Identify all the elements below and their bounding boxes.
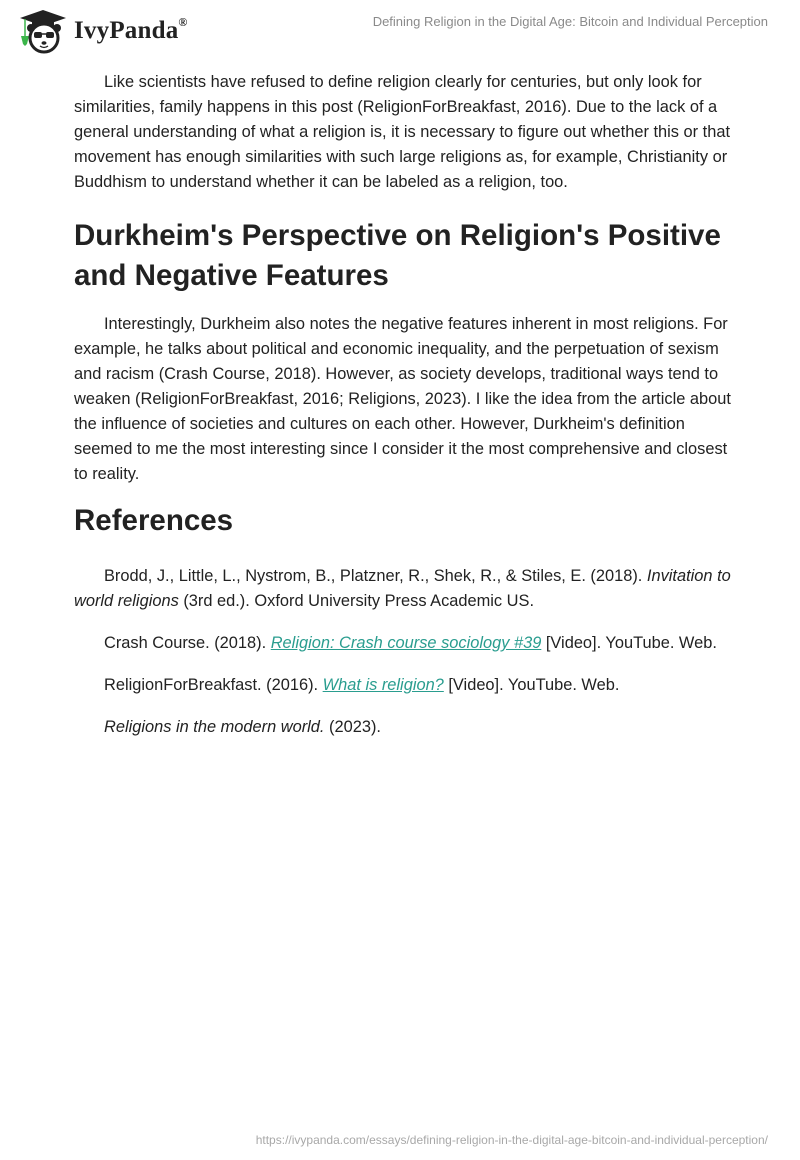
reference-item: Brodd, J., Little, L., Nystrom, B., Platzner, R., Shek, R., & Stiles, E. (2018). Invitation to world religions (3rd ed.). Oxford University Press Academic US. — [74, 567, 731, 610]
crash-course-video-link[interactable]: Religion: Crash course sociology #39 — [270, 634, 542, 652]
intro-paragraph: Like scientists have refused to define religion clearly for centuries, but only look for similarities, family happens in this post (ReligionForBreakfast, 2016). Due to the lack of a general understanding of what a religion is, it is necessary to figure out whether this or that movement has enough similarities with such large religions as, for example, Christianity or Buddhism to understand whether it can be labeled as a religion, too. — [74, 73, 730, 191]
reference-item: ReligionForBreakfast. (2016). What is religion? [Video]. YouTube. Web. — [104, 676, 620, 694]
panda-graduation-cap-icon — [18, 8, 68, 54]
article-title: Religions in the modern world. — [104, 718, 325, 736]
reference-item: Crash Course. (2018). Religion: Crash course sociology #39 [Video]. YouTube. Web. — [104, 634, 717, 652]
what-is-religion-video-link[interactable]: What is religion? — [322, 676, 444, 694]
book-title: Invitation to world religions — [74, 567, 731, 610]
references-heading: References — [74, 504, 234, 537]
essay-content — [74, 70, 734, 740]
references-list — [74, 564, 734, 740]
reference-item: Religions in the modern world. (2023). — [104, 718, 381, 736]
source-url: https://ivypanda.com/essays/defining-religion-in-the-digital-age-bitcoin-and-individual-perception/ — [255, 1133, 768, 1147]
page-header — [0, 0, 800, 60]
brand-name: IvyPanda® — [74, 15, 188, 44]
section-heading: Durkheim's Perspective on Religion's Positive and Negative Features — [74, 219, 721, 292]
section-paragraph: Interestingly, Durkheim also notes the negative features inherent in most religions. For example, he talks about political and economic inequality, and the perpetuation of sexism and racism (Crash Course, 2018). However, as society develops, traditional ways tend to weaken (ReligionForBreakfast, 2016; Religions, 2023). I like the idea from the article about the influence of societies and cultures on each other. However, Durkheim's definition seemed to me the most interesting since I consider it the most comprehensive and closest to reality. — [74, 315, 731, 483]
ivypanda-logo[interactable] — [18, 8, 188, 54]
document-title: Defining Religion in the Digital Age: Bitcoin and Individual Perception — [372, 14, 768, 29]
